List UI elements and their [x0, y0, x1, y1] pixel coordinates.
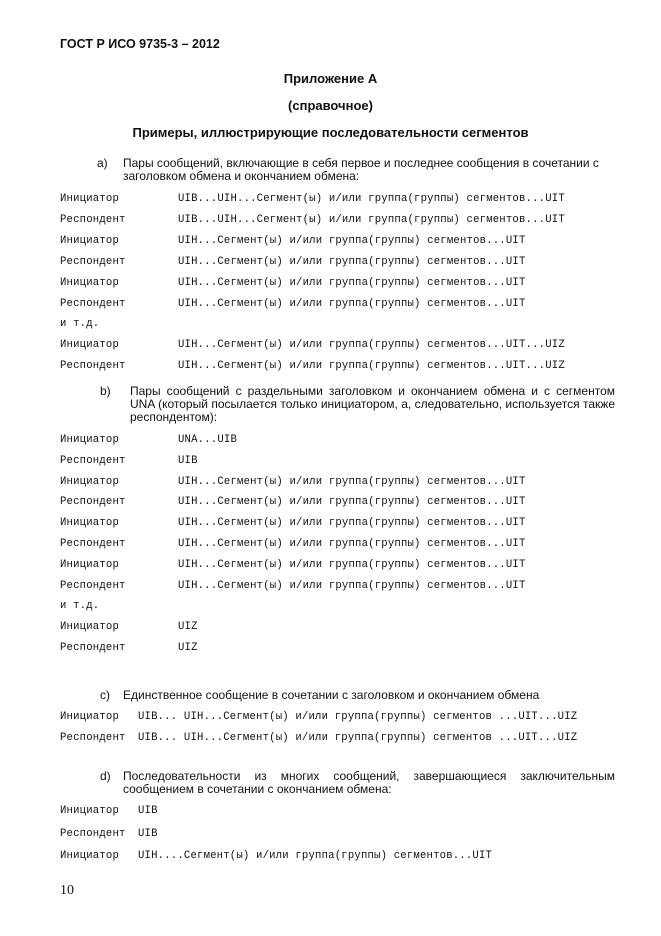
table-row: [0, 298, 661, 311]
table-row: [0, 642, 661, 655]
row-value: UIH...Сегмент(ы) и/или группа(группы) сегментов...UIT: [178, 276, 526, 289]
row-label: Инициатор: [60, 339, 120, 352]
row-value: UIZ: [178, 642, 198, 654]
section-b-intro: [0, 385, 661, 429]
row-label: Инициатор: [60, 517, 120, 530]
appendix-title: Приложение А: [283, 71, 378, 86]
row-value: UIB... UIH...Сегмент(ы) и/или группа(группы) сегментов ...UIT...UIZ: [138, 731, 578, 744]
row-value: UIH...Сегмент(ы) и/или группа(группы) сегментов...UIT: [178, 517, 526, 530]
row-value: UIH...Сегмент(ы) и/или группа(группы) сегментов...UIT: [178, 297, 526, 310]
table-row: [0, 360, 661, 373]
table-row: [0, 193, 661, 206]
row-value: UIB...UIH...Сегмент(ы) и/или группа(группы) сегментов...UIT: [178, 193, 565, 205]
row-value: UIB: [178, 454, 198, 467]
row-label: Респондент: [60, 255, 126, 268]
row-value: UIB... UIH...Сегмент(ы) и/или группа(группы) сегментов ...UIT...UIZ: [138, 711, 578, 723]
row-label: Респондент: [60, 538, 126, 550]
row-value: UIH...Сегмент(ы) и/или группа(группы) сегментов...UIT: [178, 538, 526, 550]
row-label: и т.д.: [60, 600, 100, 613]
row-value: UIH...Сегмент(ы) и/или группа(группы) сегментов...UIT...UIZ: [178, 360, 565, 373]
table-row: [0, 214, 661, 227]
table-row: [0, 339, 661, 352]
table-row: [0, 434, 661, 447]
row-value: UIB: [138, 827, 158, 840]
row-value: UIH...Сегмент(ы) и/или группа(группы) сегментов...UIT...UIZ: [178, 339, 565, 352]
section-a-intro: [0, 157, 661, 187]
table-row: [0, 277, 661, 290]
table-row: [0, 828, 661, 841]
table-row: [0, 538, 661, 551]
table-row: [0, 850, 661, 863]
row-value: UIZ: [178, 621, 198, 634]
table-row: [0, 559, 661, 572]
row-label: Инициатор: [60, 711, 120, 723]
section-c-letter: c): [100, 688, 110, 702]
row-value: UIH...Сегмент(ы) и/или группа(группы) сегментов...UIT: [178, 579, 526, 592]
row-value: UNA...UIB: [178, 434, 238, 446]
appendix-type: (справочное): [288, 98, 373, 113]
row-label: Респондент: [60, 827, 126, 840]
row-label: Респондент: [60, 731, 126, 744]
page-number: 10: [60, 883, 74, 898]
section-title: Примеры, иллюстрирующие последовательности сегментов: [132, 125, 529, 140]
table-row: [0, 621, 661, 634]
table-row: [0, 711, 661, 724]
row-value: UIH...Сегмент(ы) и/или группа(группы) сегментов...UIT: [178, 475, 526, 488]
table-row: [0, 496, 661, 509]
row-label: Респондент: [60, 297, 126, 310]
row-label: Инициатор: [60, 621, 120, 634]
row-label: Инициатор: [60, 805, 120, 817]
row-value: UIH...Сегмент(ы) и/или группа(группы) сегментов...UIT: [178, 496, 526, 509]
section-c-text: Единственное сообщение в сочетании с заголовком и окончанием обмена: [123, 688, 540, 702]
row-label: Инициатор: [60, 558, 120, 571]
table-row: [0, 256, 661, 269]
row-label: Респондент: [60, 213, 126, 226]
row-label: Респондент: [60, 496, 126, 509]
row-label: Инициатор: [60, 276, 120, 289]
table-row: [0, 600, 661, 613]
row-label: Инициатор: [60, 193, 120, 205]
table-row: [0, 318, 661, 331]
section-a-letter: a): [97, 156, 108, 170]
row-label: Респондент: [60, 642, 126, 654]
document-header: ГОСТ Р ИСО 9735-3 – 2012: [60, 37, 220, 51]
section-d-letter: d): [100, 769, 111, 783]
row-label: Инициатор: [60, 850, 120, 862]
row-label: Инициатор: [60, 234, 120, 247]
section-a-text: Пары сообщений, включающие в себя первое и последнее сообщения в сочетании с заголовком обмена и окончанием обмена:: [123, 156, 599, 183]
table-row: [0, 732, 661, 745]
row-value: UIH...Сегмент(ы) и/или группа(группы) сегментов...UIT: [178, 558, 526, 571]
table-row: [0, 517, 661, 530]
table-row: [0, 580, 661, 593]
row-value: UIH...Сегмент(ы) и/или группа(группы) сегментов...UIT: [178, 255, 526, 268]
section-c-intro: [0, 689, 661, 705]
row-label: Инициатор: [60, 434, 120, 446]
table-row: [0, 805, 661, 818]
table-row: [0, 235, 661, 248]
section-b-letter: b): [100, 384, 111, 398]
row-value: UIB...UIH...Сегмент(ы) и/или группа(группы) сегментов...UIT: [178, 213, 565, 226]
row-label: Респондент: [60, 579, 126, 592]
section-b-text: Пары сообщений с раздельными заголовком и окончанием обмена и с сегментом UNA (который посылается только инициатором, а, следовательно, используется также респондентом):: [130, 384, 615, 424]
row-value: UIH...Сегмент(ы) и/или группа(группы) сегментов...UIT: [178, 234, 526, 247]
row-value: UIH....Сегмент(ы) и/или группа(группы) сегментов...UIT: [138, 850, 493, 862]
section-d-intro: [0, 770, 661, 800]
section-d-text: Последовательности из многих сообщений, завершающиеся заключительным сообщением в сочетании с окончанием обмена:: [123, 769, 615, 796]
row-value: UIB: [138, 805, 158, 817]
row-label: Респондент: [60, 360, 126, 373]
row-label: Инициатор: [60, 475, 120, 488]
table-row: [0, 476, 661, 489]
table-row: [0, 455, 661, 468]
row-label: и т.д.: [60, 318, 100, 331]
row-label: Респондент: [60, 454, 126, 467]
